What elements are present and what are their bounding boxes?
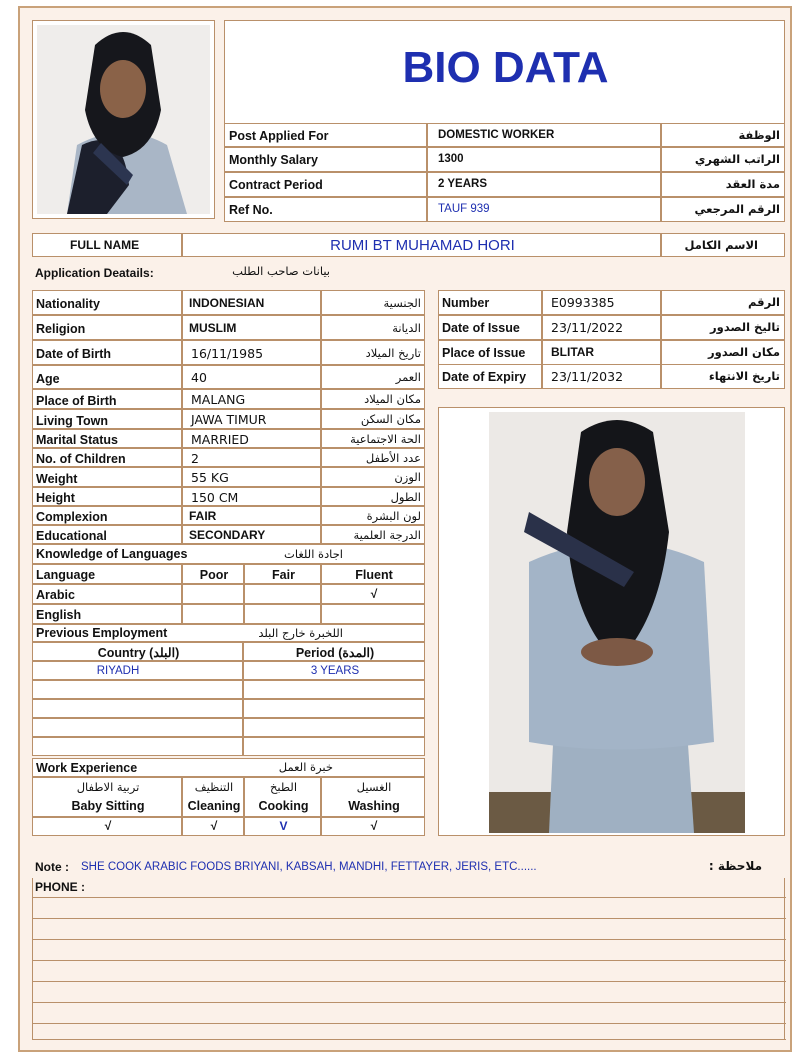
skill-header-cell xyxy=(32,777,182,817)
employment-period-cell xyxy=(243,718,425,737)
full-name-ar: الاسم الكامل xyxy=(684,238,758,252)
application-details-label: Application Deatails: xyxy=(35,266,154,280)
languages-cell xyxy=(321,584,425,604)
employment-heading: Previous Employment xyxy=(36,626,168,640)
language-name: English xyxy=(36,608,82,622)
full-name-value-cell xyxy=(182,233,661,257)
personal-label: Educational xyxy=(36,529,107,543)
personal-ar: مكان الميلاد xyxy=(364,392,421,406)
personal-value: MALANG xyxy=(191,392,246,407)
language-mark: √ xyxy=(370,587,378,601)
personal-value: 16/11/1985 xyxy=(191,345,264,361)
skill-header-cell xyxy=(321,777,425,817)
personal-label: Height xyxy=(36,491,75,505)
passport-label: Number xyxy=(442,296,490,310)
header-label: Ref No. xyxy=(229,203,273,217)
personal-ar-cell xyxy=(321,315,425,340)
passport-value: 23/11/2032 xyxy=(551,369,624,384)
personal-label: Place of Birth xyxy=(36,393,117,408)
employment-period: 3 YEARS xyxy=(310,665,360,677)
languages-header: Language xyxy=(36,568,96,582)
portrait-photo xyxy=(37,25,210,214)
personal-value-cell xyxy=(182,340,321,365)
languages-header: Fair xyxy=(272,568,295,582)
languages-header-cell xyxy=(32,564,182,584)
passport-ar: تاليخ الصدور xyxy=(710,320,780,334)
personal-ar: تاريخ الميلاد xyxy=(365,345,421,360)
application-details-ar: بيانات صاحب الطلب xyxy=(232,264,330,278)
personal-value-cell xyxy=(182,365,321,389)
personal-label: Nationality xyxy=(36,297,100,311)
personal-ar-cell xyxy=(321,467,425,487)
passport-value: BLITAR xyxy=(551,345,595,359)
personal-value: 150 CM xyxy=(191,489,239,505)
personal-value: SECONDARY xyxy=(189,527,266,542)
work-heading-ar: خبرة العمل xyxy=(278,760,333,774)
personal-value-cell xyxy=(182,315,321,340)
header-value-cell xyxy=(427,123,661,147)
passport-value-cell xyxy=(542,340,661,365)
skill-mark-cell xyxy=(182,817,244,836)
work-heading-cell xyxy=(32,758,425,777)
passport-label-cell xyxy=(438,290,542,315)
employment-heading-ar: اللخبرة خارج البلد xyxy=(258,626,343,640)
passport-label: Date of Expiry xyxy=(442,370,527,384)
personal-label-cell xyxy=(32,365,182,389)
personal-ar-cell xyxy=(321,448,425,467)
skill-ar: الغسيل xyxy=(356,780,392,794)
personal-ar: الدرجة العلمية xyxy=(353,527,421,542)
header-value: 1300 xyxy=(438,153,464,165)
employment-country: RIYADH xyxy=(96,665,140,677)
employment-country-cell xyxy=(32,661,243,680)
languages-cell xyxy=(182,584,244,604)
personal-ar: الطول xyxy=(390,489,421,504)
header-ar: الرقم المرجعي xyxy=(694,202,780,216)
personal-value-cell xyxy=(182,487,321,506)
header-value-cell xyxy=(427,197,661,222)
note-label: Note : xyxy=(35,860,69,874)
personal-value-cell xyxy=(182,389,321,409)
personal-value: MARRIED xyxy=(191,431,249,447)
portrait-frame xyxy=(32,20,215,219)
personal-ar-cell xyxy=(321,389,425,409)
personal-ar: الحة الاجتماعية xyxy=(350,431,421,446)
languages-header-cell xyxy=(321,564,425,584)
employment-period-cell xyxy=(243,737,425,756)
languages-heading: Knowledge of Languages xyxy=(36,547,188,561)
personal-label-cell xyxy=(32,448,182,467)
languages-cell xyxy=(182,604,244,624)
skill-mark: √ xyxy=(210,819,218,833)
skill-ar: التنظيف xyxy=(194,780,234,794)
personal-value-cell xyxy=(182,525,321,544)
skill-ar: تربية الاطفال xyxy=(76,780,140,794)
personal-ar-cell xyxy=(321,506,425,525)
passport-value-cell xyxy=(542,364,661,389)
languages-heading-ar: اجادة اللغات xyxy=(284,547,343,561)
employment-period-header-cell xyxy=(243,642,425,661)
personal-label-cell xyxy=(32,409,182,429)
note-value: SHE COOK ARABIC FOODS BRIYANI, KABSAH, MANDHI, FETTAYER, JERIS, ETC...... xyxy=(81,861,537,873)
full-body-frame xyxy=(438,407,785,836)
personal-value-cell xyxy=(182,448,321,467)
header-label-cell xyxy=(224,123,427,147)
personal-label: No. of Children xyxy=(36,452,126,466)
personal-ar: عدد الأطفل xyxy=(365,450,421,465)
work-heading: Work Experience xyxy=(36,761,138,775)
passport-label-cell xyxy=(438,364,542,389)
header-value-cell xyxy=(427,147,661,172)
personal-ar-cell xyxy=(321,525,425,544)
passport-ar-cell xyxy=(661,290,785,315)
personal-ar: الجنسية xyxy=(383,295,421,310)
personal-value-cell xyxy=(182,429,321,448)
header-value: DOMESTIC WORKER xyxy=(438,129,555,141)
personal-ar: العمر xyxy=(395,370,421,384)
personal-value: INDONESIAN xyxy=(189,295,265,310)
full-name-label-cell xyxy=(32,233,182,257)
languages-cell xyxy=(32,604,182,624)
skill-en: Baby Sitting xyxy=(71,799,145,813)
header-ar: مدة العقد xyxy=(725,177,780,191)
personal-label-cell xyxy=(32,389,182,409)
employment-period-cell xyxy=(243,680,425,699)
languages-header-cell xyxy=(244,564,321,584)
personal-label-cell xyxy=(32,315,182,340)
employment-country-cell xyxy=(32,699,243,718)
personal-ar: لون البشرة xyxy=(366,508,421,523)
personal-ar: الديانة xyxy=(392,320,421,335)
header-label: Monthly Salary xyxy=(229,153,318,167)
full-name-value: RUMI BT MUHAMAD HORI xyxy=(330,237,515,254)
full-name-label: FULL NAME xyxy=(70,238,140,252)
header-ar-cell xyxy=(661,147,785,172)
full-name-ar-cell xyxy=(661,233,785,257)
personal-ar: مكان السكن xyxy=(360,412,421,426)
employment-country-header-cell xyxy=(32,642,243,661)
passport-ar: الرقم xyxy=(748,295,780,309)
passport-value-cell xyxy=(542,290,661,315)
blank-lines-area xyxy=(32,878,785,1040)
title-box xyxy=(224,20,785,124)
personal-ar: الوزن xyxy=(394,470,421,484)
phone-label: PHONE : xyxy=(35,880,86,894)
personal-value: FAIR xyxy=(189,508,217,523)
personal-value-cell xyxy=(182,506,321,525)
note-row xyxy=(32,854,785,878)
languages-header: Fluent xyxy=(355,568,393,582)
personal-label-cell xyxy=(32,290,182,315)
note-ar: ملاحظة : xyxy=(708,859,762,873)
header-ar: الوظفة xyxy=(738,128,780,142)
personal-ar-cell xyxy=(321,429,425,448)
personal-label-cell xyxy=(32,467,182,487)
passport-value-cell xyxy=(542,315,661,340)
personal-ar-cell xyxy=(321,340,425,365)
personal-label: Weight xyxy=(36,471,78,486)
personal-ar-cell xyxy=(321,487,425,506)
passport-ar: مكان الصدور xyxy=(708,345,780,359)
personal-label-cell xyxy=(32,506,182,525)
passport-label: Date of Issue xyxy=(442,321,520,335)
passport-value: E0993385 xyxy=(551,295,615,310)
header-value-cell xyxy=(427,172,661,197)
skill-mark: √ xyxy=(370,819,378,833)
skill-mark-cell xyxy=(244,817,321,836)
employment-country-cell xyxy=(32,737,243,756)
personal-ar-cell xyxy=(321,365,425,389)
header-label-cell xyxy=(224,172,427,197)
skill-en: Cooking xyxy=(258,799,309,813)
employment-period-cell xyxy=(243,699,425,718)
skill-mark: V xyxy=(279,819,288,833)
header-ar-cell xyxy=(661,172,785,197)
personal-label: Living Town xyxy=(36,413,108,428)
passport-ar: تاريخ الانتهاء xyxy=(708,369,780,383)
skill-ar: الطبخ xyxy=(269,780,298,794)
personal-value: 55 KG xyxy=(191,470,229,485)
employment-heading-cell xyxy=(32,624,425,642)
passport-label-cell xyxy=(438,340,542,365)
employment-period-header: Period (المدة) xyxy=(295,646,375,660)
personal-label: Religion xyxy=(36,322,86,336)
personal-label: Date of Birth xyxy=(36,347,111,361)
passport-ar-cell xyxy=(661,315,785,340)
personal-value-cell xyxy=(182,290,321,315)
personal-value: 2 xyxy=(191,450,199,466)
skill-en: Washing xyxy=(348,799,400,813)
header-ar-cell xyxy=(661,123,785,147)
passport-ar-cell xyxy=(661,340,785,365)
skill-mark-cell xyxy=(32,817,182,836)
languages-heading-cell xyxy=(32,544,425,564)
personal-value: JAWA TIMUR xyxy=(191,412,267,427)
passport-label: Place of Issue xyxy=(442,346,526,360)
language-name: Arabic xyxy=(36,588,75,602)
languages-header-cell xyxy=(182,564,244,584)
full-body-photo xyxy=(489,412,745,833)
languages-cell xyxy=(32,584,182,604)
employment-country-cell xyxy=(32,718,243,737)
header-value: TAUF 939 xyxy=(438,203,490,215)
personal-label-cell xyxy=(32,487,182,506)
languages-header: Poor xyxy=(199,568,229,582)
languages-cell xyxy=(244,584,321,604)
bio-data-sheet xyxy=(18,6,792,1052)
personal-label-cell xyxy=(32,340,182,365)
languages-cell xyxy=(244,604,321,624)
passport-label-cell xyxy=(438,315,542,340)
personal-value-cell xyxy=(182,467,321,487)
header-ar: الراتب الشهري xyxy=(694,152,780,166)
personal-value-cell xyxy=(182,409,321,429)
personal-label: Age xyxy=(36,371,60,386)
header-label: Contract Period xyxy=(229,178,323,192)
employment-country-header: Country (البلد) xyxy=(97,646,180,660)
employment-period-cell xyxy=(243,661,425,680)
header-label-cell xyxy=(224,197,427,222)
page-title: BIO DATA xyxy=(402,43,609,92)
header-label-cell xyxy=(224,147,427,172)
personal-value: 40 xyxy=(191,370,207,385)
header-ar-cell xyxy=(661,197,785,222)
passport-value: 23/11/2022 xyxy=(551,320,624,335)
personal-label: Complexion xyxy=(36,510,108,524)
personal-ar-cell xyxy=(321,409,425,429)
employment-country-cell xyxy=(32,680,243,699)
passport-ar-cell xyxy=(661,364,785,389)
skill-header-cell xyxy=(244,777,321,817)
personal-label: Marital Status xyxy=(36,433,118,447)
header-label: Post Applied For xyxy=(229,129,329,143)
skill-mark-cell xyxy=(321,817,425,836)
personal-label-cell xyxy=(32,525,182,544)
languages-cell xyxy=(321,604,425,624)
skill-mark: √ xyxy=(104,819,112,833)
personal-value: MUSLIM xyxy=(189,320,237,335)
personal-ar-cell xyxy=(321,290,425,315)
header-value: 2 YEARS xyxy=(438,178,488,190)
personal-label-cell xyxy=(32,429,182,448)
skill-en: Cleaning xyxy=(187,799,241,813)
skill-header-cell xyxy=(182,777,244,817)
